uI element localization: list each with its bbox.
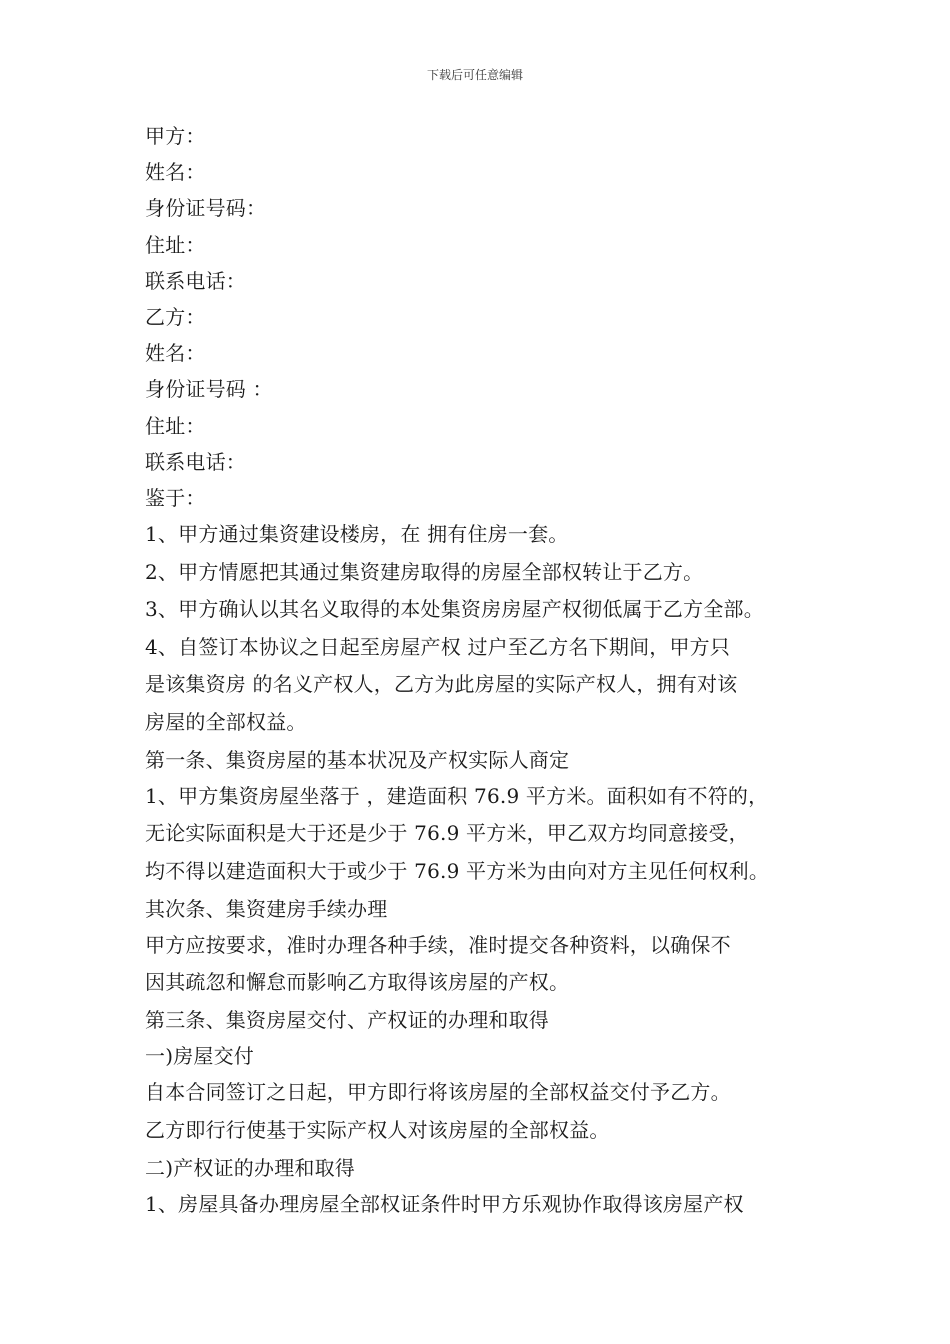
- party-a-address-field: 住址：: [145, 232, 206, 257]
- article-1-line: 无论实际面积是大于还是少于 76.9 平方米，甲乙双方均同意接受，: [145, 821, 749, 846]
- whereas-heading: 鉴于：: [145, 485, 206, 510]
- party-b-heading: 乙方：: [145, 304, 206, 329]
- article-3-heading: 第三条、集资房屋交付、产权证的办理和取得: [145, 1007, 549, 1032]
- party-b-phone-field: 联系电话：: [145, 449, 246, 474]
- article-3-sub1-line: 自本合同签订之日起，甲方即行将该房屋的全部权益交付予乙方。: [145, 1080, 731, 1105]
- party-a-phone-field: 联系电话：: [145, 268, 246, 293]
- article-3-sub1-heading: 一)房屋交付: [145, 1044, 255, 1069]
- party-a-heading: 甲方：: [145, 124, 206, 148]
- party-a-name-field: 姓名：: [145, 160, 206, 185]
- article-3-sub2-line: 1、房屋具备办理房屋全部权证条件时甲方乐观协作取得该房屋产权: [145, 1191, 744, 1216]
- party-a-id-field: 身份证号码：: [145, 196, 267, 221]
- article-3-sub1-line: 乙方即行行使基于实际产权人对该房屋的全部权益。: [145, 1117, 610, 1142]
- document-body: [145, 118, 825, 1223]
- party-b-name-field: 姓名：: [145, 341, 206, 366]
- article-2-heading: 其次条、集资建房手续办理: [145, 896, 388, 921]
- article-3-sub2-heading: 二)产权证的办理和取得: [145, 1155, 356, 1180]
- whereas-item: 1、甲方通过集资建设楼房，在 拥有住房一套。: [145, 522, 569, 547]
- party-b-address-field: 住址：: [145, 413, 206, 438]
- whereas-item: 4、自签订本协议之日起至房屋产权 过户至乙方名下期间，甲方只: [145, 634, 731, 659]
- whereas-item: 3、甲方确认以其名义取得的本处集资房房屋产权彻低属于乙方全部。: [145, 597, 764, 622]
- article-1-line: 1、甲方集资房屋坐落于 ，建造面积 76.9 平方米。面积如有不符的，: [145, 783, 769, 808]
- page-header-note: 下载后可任意编辑: [426, 68, 523, 82]
- article-1-line: 均不得以建造面积大于或少于 76.9 平方米为由向对方主见任何权利。: [145, 859, 770, 883]
- article-2-line: 甲方应按要求，准时办理各种手续，准时提交各种资料，以确保不: [145, 932, 731, 957]
- article-2-line: 因其疏忽和懈怠而影响乙方取得该房屋的产权。: [145, 970, 570, 995]
- whereas-item: 2、甲方情愿把其通过集资建房取得的房屋全部权转让于乙方。: [145, 559, 704, 584]
- whereas-item: 房屋的全部权益。: [145, 710, 307, 735]
- article-1-heading: 第一条、集资房屋的基本状况及产权实际人商定: [145, 747, 570, 772]
- whereas-item: 是该集资房 的名义产权人，乙方为此房屋的实际产权人，拥有对该: [145, 672, 738, 697]
- party-b-id-field: 身份证号码 ：: [145, 377, 273, 402]
